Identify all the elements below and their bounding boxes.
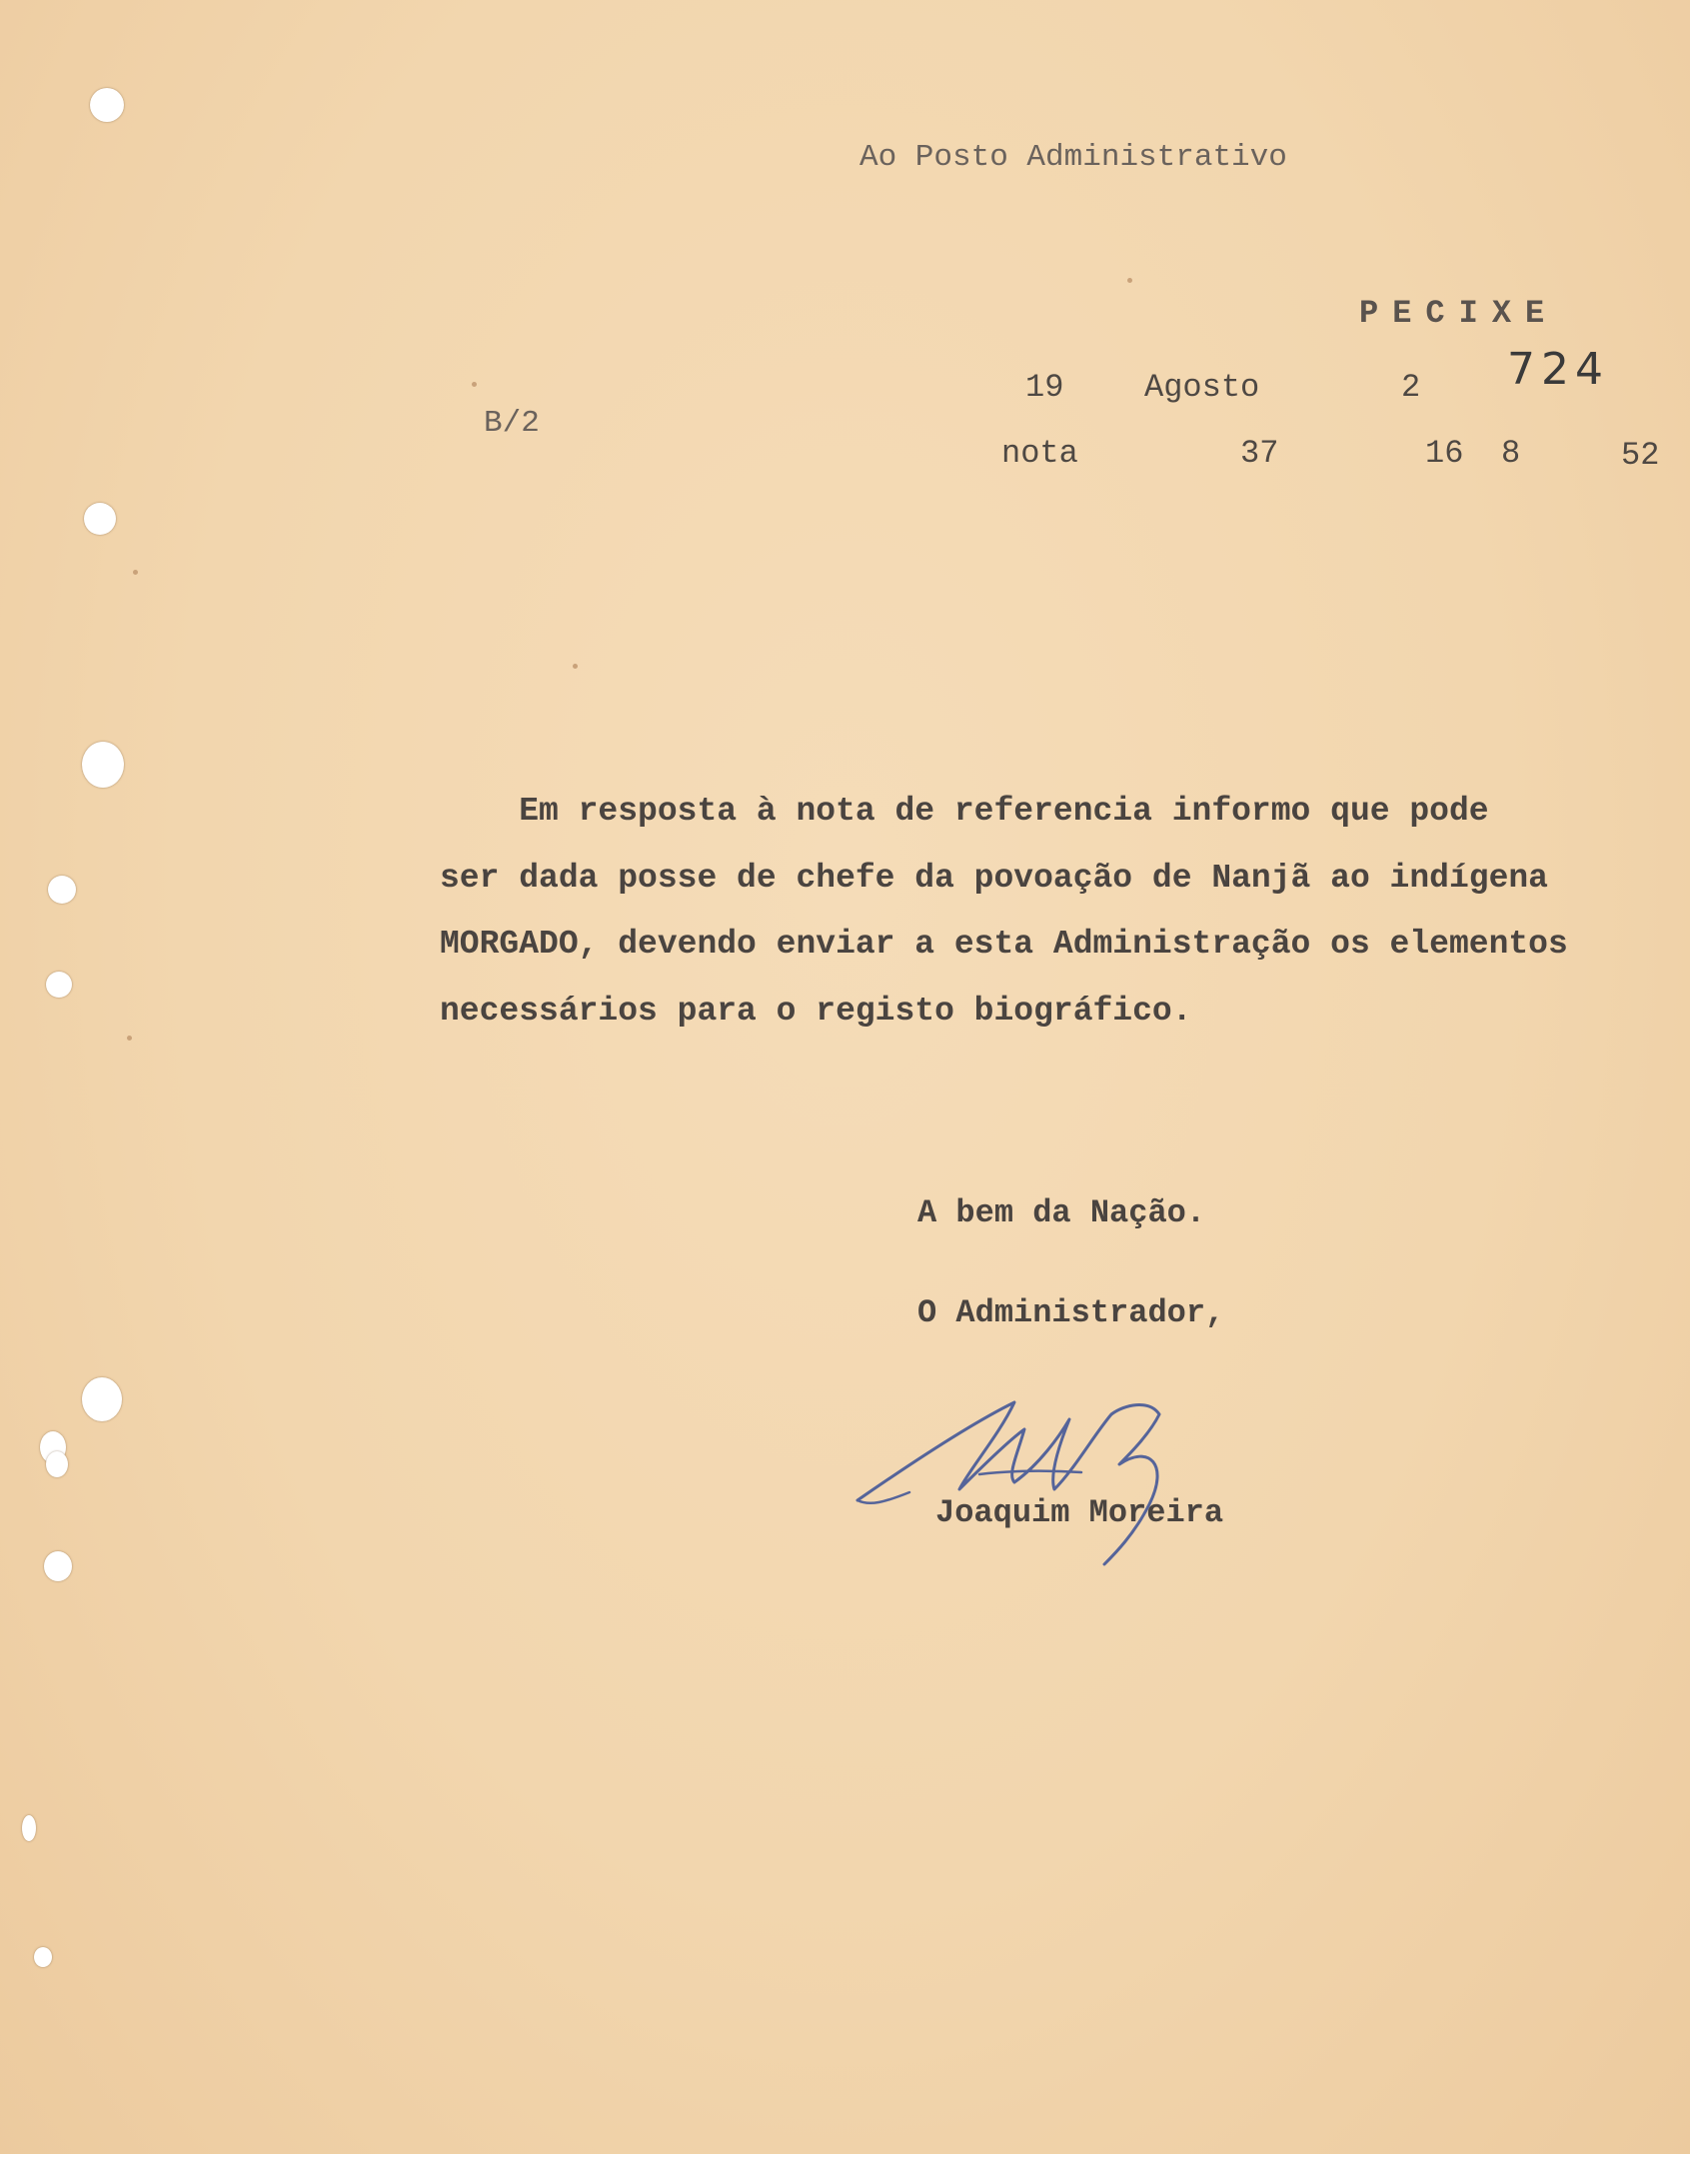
scan-border [0, 2154, 1690, 2184]
punch-hole [22, 1815, 36, 1841]
paper-speck [127, 1036, 132, 1041]
signer-name: Joaquim Moreira [935, 1494, 1224, 1531]
body-line: Em resposta à nota de referencia informo que pode [440, 793, 1489, 830]
addressee-line: Ao Posto Administrativo [859, 140, 1287, 175]
punch-hole [34, 1947, 52, 1967]
reference-day: 19 [1025, 369, 1064, 406]
handwritten-reference-number: 724 [1507, 344, 1609, 395]
filing-code: B/2 [484, 406, 540, 441]
reference-date-year: 52 [1621, 437, 1660, 474]
reference-number: 2 [1401, 369, 1421, 406]
letter-body [440, 790, 1609, 1056]
body-line: ser dada posse de chefe da povoação de Nanjã ao indígena [440, 859, 1548, 897]
place-name: PECIXE [1359, 295, 1559, 332]
punch-hole [48, 876, 76, 904]
punch-hole [90, 88, 124, 122]
paper-speck [472, 382, 477, 387]
reference-note-number: 37 [1240, 435, 1279, 472]
signer-role: O Administrador, [917, 1294, 1225, 1331]
reference-type: nota [1001, 435, 1078, 472]
paper-speck [573, 664, 578, 669]
closing-line: A bem da Nação. [917, 1194, 1206, 1231]
body-line: MORGADO, devendo enviar a esta Administração os elementos [440, 926, 1568, 963]
punch-hole [82, 742, 124, 788]
reference-date-day: 16 [1425, 435, 1464, 472]
punch-hole [46, 972, 72, 998]
punch-hole [82, 1377, 122, 1421]
handwritten-signature [849, 1374, 1229, 1574]
paper-speck [1127, 278, 1132, 283]
punch-hole [46, 1451, 68, 1477]
punch-hole [84, 503, 116, 535]
reference-month: Agosto [1144, 369, 1260, 406]
punch-hole [44, 1551, 72, 1581]
body-line: necessários para o registo biográfico. [440, 992, 1192, 1030]
reference-date-month: 8 [1501, 435, 1521, 472]
paper-speck [133, 570, 138, 575]
